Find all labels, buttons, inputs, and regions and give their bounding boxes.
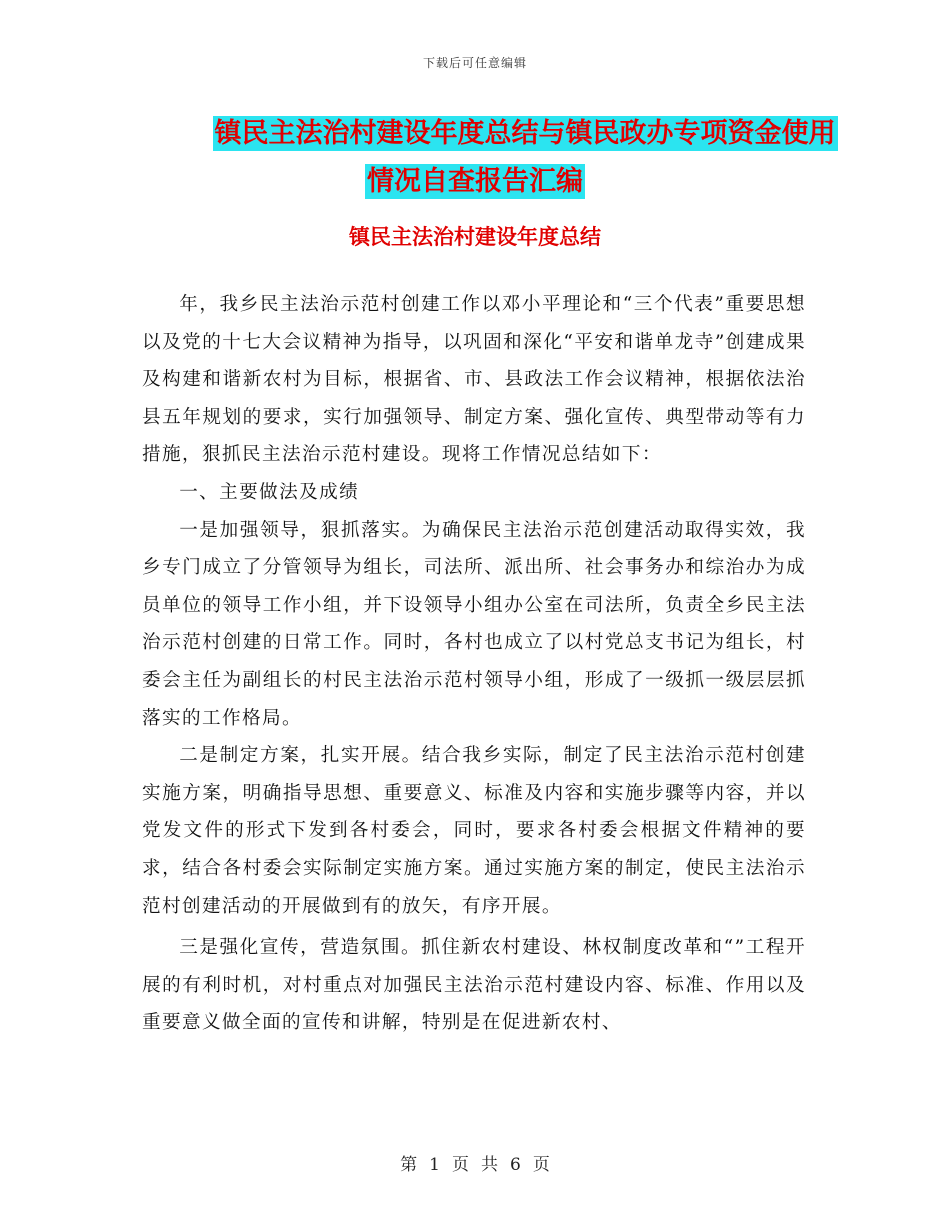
paragraph-2: 二是制定方案，扎实开展。结合我乡实际，制定了民主法治示范村创建实施方案，明确指导思想、重要意义、标准及内容和实施步骤等内容，并以党发文件的形式下发到各村委会，同时，要求各村委会根据文件精神的要求，结合各村委会实际制定实施方案。通过实施方案的制定，使民主法治示范村创建活动的开展做到有的放矢，有序开展。 [142, 745, 806, 917]
title-line-2-text: 情况自查报告汇编 [367, 166, 583, 197]
section-title: 镇民主法治村建设年度总结 [349, 225, 601, 249]
header-note: 下载后可任意编辑 [422, 56, 527, 70]
footer-total-label: 共 [481, 1155, 498, 1175]
paragraph-3: 三是强化宣传，营造氛围。抓住新农村建设、林权制度改革和“”工程开展的有利时机，对村重点对加强民主法治示范村建设内容、标准、作用以及重要意义做全面的宣传和讲解，特别是在促进新农村、 [142, 937, 806, 1034]
footer-suffix: 页 [532, 1155, 550, 1175]
footer-total-pages: 6 [510, 1155, 521, 1175]
title-line-2 [0, 158, 950, 206]
document-body [142, 286, 806, 1042]
document-title [0, 110, 950, 206]
paragraph-1: 一是加强领导，狠抓落实。为确保民主法治示范创建活动取得实效，我乡专门成立了分管领导为组长，司法所、派出所、社会事务办和综治办为成员单位的领导工作小组，并下设领导小组办公室在司法所，负责全乡民主法治示范村创建的日常工作。同时，各村也成立了以村党总支书记为组长，村委会主任为副组长的村民主法治示范村领导小组，形成了一级抓一级层层抓落实的工作格局。 [142, 519, 806, 729]
footer-page-number: 1 [429, 1155, 440, 1175]
paragraph-intro: 年，我乡民主法治示范村创建工作以邓小平理论和“三个代表”重要思想以及党的十七大会议精神为指导，以巩固和深化“平安和谐单龙寺”创建成果及构建和谐新农村为目标，根据省、市、县政法工作会议精神，根据依法治县五年规划的要求，实行加强领导、制定方案、强化宣传、典型带动等有力措施，狠抓民主法治示范村建设。现将工作情况总结如下： [142, 294, 806, 466]
title-line-1 [0, 110, 950, 158]
footer-page-label: 页 [452, 1155, 469, 1175]
title-line-1-text: 镇民主法治村建设年度总结与镇民政办专项资金使用 [214, 118, 836, 149]
page-footer [0, 1150, 950, 1175]
paragraph-heading-1: 一、主要做法及成绩 [179, 481, 360, 503]
footer-prefix: 第 [400, 1155, 418, 1175]
